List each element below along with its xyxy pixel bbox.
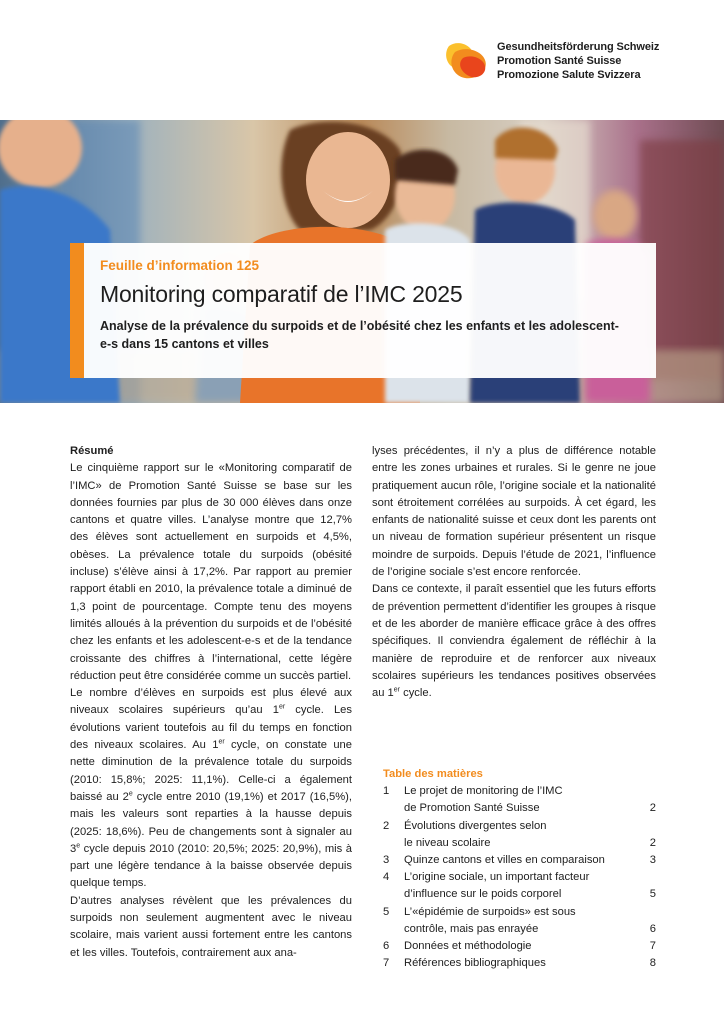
factsheet-number: Feuille d’information 125 [100,258,260,273]
toc-item-number: 1 [383,785,390,798]
document-title: Monitoring comparatif de l’IMC 2025 [100,281,463,307]
summary-paragraph-1: Le cinquième rapport sur le «Monitoring comparatif de l’IMC» de Promotion Santé Suisse se base sur les données fournies par plus de 30 000 élèves dans onze cantons et quatre villes. L’analyse montre que 12,7% des élèves sont actuellement en surpoids et 4,5%, obèses. La prévalence totale du surpoids (obésité incluse) s’élève ainsi à 17,2%. Par rapport au premier rapport établi en 2010, la prévalence totale a diminué de 1,3 point de pourcentage. Compte tenu des moyens limités alloués à la prévention du surpoids et de l’obésité chez les enfants et les adolescent-e-s et de la tendance croissante des chiffres à l’international, cette légère réduction peut être considérée comme un succès partiel. [70,462,352,682]
title-card [70,243,656,378]
toc-item-title: Données et méthodologie [404,940,532,953]
document-subtitle: Analyse de la prévalence du surpoids et de l’obésité chez les enfants et les adolescent-e-s dans 15 cantons et villes [100,319,619,351]
toc-item-number: 4 [383,871,390,884]
toc-item-number: 7 [383,957,390,970]
accent-bar [70,243,84,378]
toc-item-page: 2 [649,802,656,815]
toc-item-title: Le projet de monitoring de l’IMC [404,785,563,798]
toc-item-number: 2 [383,819,390,832]
toc-item-title-continued: le niveau scolaire [404,836,491,849]
toc-list [383,783,656,972]
toc-item-page: 2 [649,836,656,849]
summary-paragraph-3-continued: lyses précédentes, il n’y a plus de différence notable entre les zones urbaines et rurales. Si le genre ne joue pratiquement aucun rôle, l’origine sociale et la nationalité sont étroitement corrélées au surpoids. À cet égard, les enfants de nationalité suisse et ceux dont les parents ont un niveau de formation supérieur présentent un risque moindre de surpoids. Depuis l’étude de 2021, l’influence de l’origine sociale s’est encore renforcée. [372,445,656,579]
summary-paragraph-4: Dans ce contexte, il paraît essentiel que les futurs efforts de prévention permettent d’identifier les groupes à risque et de les aborder de manière efficace grâce à des offres spécifiques. Il conviendra également de réfléchir à la manière de reproduire et de renforcer aux niveaux scolaires supérieurs les tendances positives observées au 1er cycle. [372,583,656,700]
toc-item-title-continued: de Promotion Santé Suisse [404,802,540,815]
toc-item-page: 7 [649,940,656,953]
table-of-contents [383,766,656,972]
toc-item-page: 3 [649,854,656,867]
logo-line-de: Gesundheitsförderung Schweiz [497,41,660,53]
toc-item-number: 6 [383,940,390,953]
toc-heading: Table des matières [383,768,483,780]
toc-item[interactable] [383,783,656,817]
toc-item[interactable] [383,852,656,869]
toc-item[interactable] [383,938,656,955]
toc-item-title: Évolutions divergentes selon [404,819,547,832]
toc-item-title: L’origine sociale, un important facteur [404,871,590,884]
toc-item-number: 5 [383,905,390,918]
summary-paragraph-3: D’autres analyses révèlent que les prévalences du surpoids non seulement augmentent avec le niveau scolaire, mais varient aussi fortement entre les cantons et les villes. Toutefois, contrairement aux ana- [70,894,352,959]
toc-item-page: 5 [649,888,656,901]
summary-paragraph-2: Le nombre d’élèves en surpoids est plus élevé aux niveaux scolaires supérieurs qu’au 1er cycle. Les évolutions varient toutefois au fil du temps en fonction des niveaux scolaires. Au 1er cycle, on constate une nette diminution de la prévalence totale du surpoids (2010: 15,8%; 2025: 11,1%). Celle-ci a également baissé au 2e cycle entre 2010 (19,1%) et 2017 (16,5%), mais les valeurs sont reparties à la hausse depuis (2025: 18,6%). Peu de changements sont à signaler au 3e cycle depuis 2010 (2010: 20,5%; 2025: 20,9%), mis à part une légère tendance à la baisse observée depuis quelque temps. [70,687,353,890]
toc-item[interactable] [383,818,656,852]
toc-item-title-continued: d’influence sur le poids corporel [404,888,562,901]
toc-item[interactable] [383,955,656,972]
logo-text [497,40,659,82]
logo-mark-icon [441,40,491,82]
logo-line-fr: Promotion Santé Suisse [497,55,622,67]
toc-item-title: Références bibliographiques [404,957,546,970]
toc-item-page: 6 [649,922,656,935]
toc-item-page: 8 [649,957,656,970]
summary-right-column [372,443,656,702]
toc-item-title-continued: contrôle, mais pas enrayée [404,922,539,935]
toc-item[interactable] [383,869,656,903]
toc-item-title: L’«épidémie de surpoids» est sous [404,905,576,918]
summary-heading: Résumé [70,445,114,457]
toc-item[interactable] [383,904,656,938]
logo-line-it: Promozione Salute Svizzera [497,69,641,81]
summary-left-column [70,443,352,962]
organization-logo [441,38,681,84]
toc-item-number: 3 [383,854,390,867]
toc-item-title: Quinze cantons et villes en comparaison [404,854,605,867]
